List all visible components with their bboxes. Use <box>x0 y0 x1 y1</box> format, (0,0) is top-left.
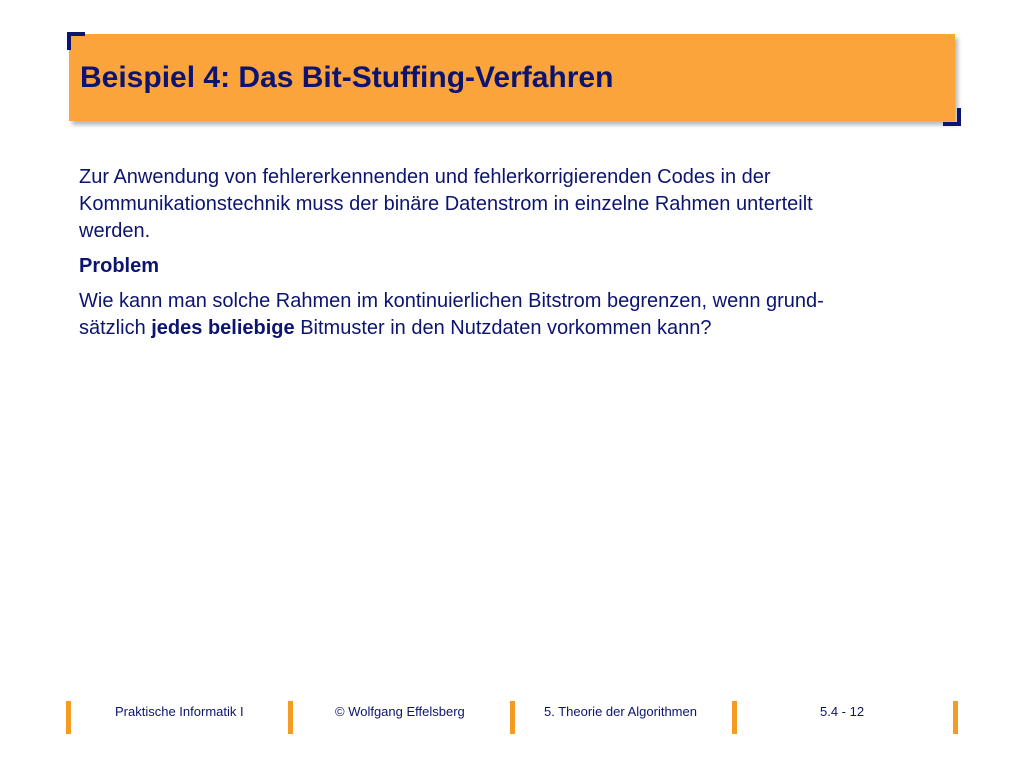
problem-line-2-end: Bitmuster in den Nutzdaten vorkommen kann? <box>294 317 712 339</box>
footer-divider-4 <box>732 701 737 734</box>
problem-paragraph <box>79 288 959 342</box>
footer-chapter: 5. Theorie der Algorithmen <box>544 704 697 719</box>
problem-line-2-start: sätzlich <box>79 317 152 339</box>
intro-line-3: werden. <box>79 220 151 242</box>
slide-title: Beispiel 4: Das Bit-Stuffing-Verfahren <box>80 61 614 94</box>
corner-bracket-top-left-icon <box>67 32 85 50</box>
problem-line-1: Wie kann man solche Rahmen im kontinuierlichen Bitstrom begrenzen, wenn grund- <box>79 290 824 312</box>
footer-divider-5 <box>953 701 958 734</box>
corner-bracket-bottom-right-icon <box>943 108 961 126</box>
problem-emphasis: jedes beliebige <box>151 317 295 339</box>
footer-course: Praktische Informatik I <box>115 704 244 719</box>
intro-line-1: Zur Anwendung von fehlererkennenden und fehlerkorrigierenden Codes in der <box>79 166 771 188</box>
slide-body <box>79 164 959 342</box>
footer-page-number: 5.4 - 12 <box>820 704 865 719</box>
footer-divider-3 <box>510 701 515 734</box>
footer-divider-2 <box>288 701 293 734</box>
intro-paragraph <box>79 164 959 245</box>
problem-heading: Problem <box>79 255 160 277</box>
intro-line-2: Kommunikationstechnik muss der binäre Datenstrom in einzelne Rahmen unterteilt <box>79 193 813 215</box>
footer-author: © Wolfgang Effelsberg <box>335 704 465 719</box>
footer-divider-1 <box>66 701 71 734</box>
